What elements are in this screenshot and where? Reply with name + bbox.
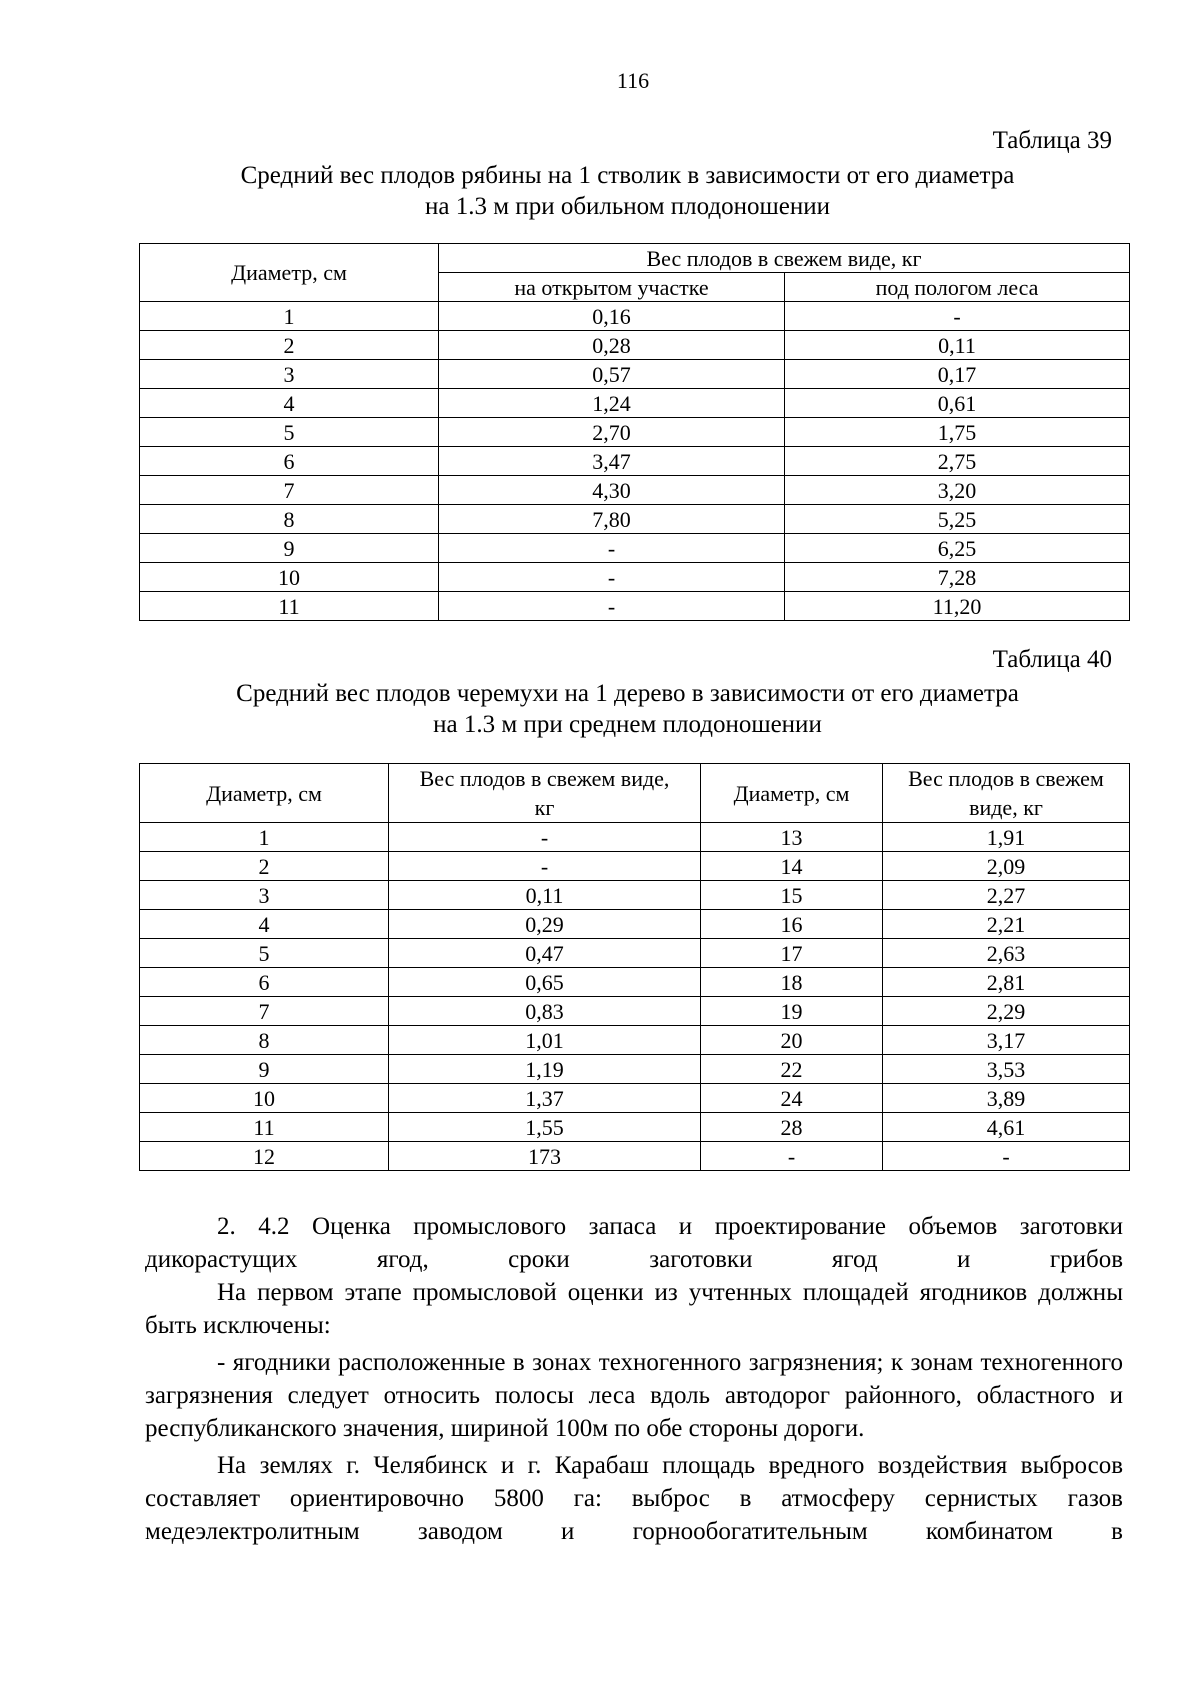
open-area-weight-cell: 0,57	[439, 360, 785, 389]
diameter-left-cell: 3	[140, 881, 389, 910]
diameter-left-cell: 1	[140, 823, 389, 852]
table-40-label: Таблица 40	[992, 646, 1112, 673]
canopy-weight-cell: 7,28	[785, 563, 1130, 592]
diameter-right-cell: -	[701, 1142, 883, 1171]
diameter-left-cell: 11	[140, 1113, 389, 1142]
open-area-weight-cell: -	[439, 592, 785, 621]
section-heading: 2. 4.2 Оценка промыслового запаса и проектирование объемов заготовки дикорастущих ягод, сроки заготовки ягод и грибов	[145, 1213, 1123, 1273]
weight-right-cell: 3,53	[883, 1055, 1130, 1084]
weight-left-cell: 0,47	[389, 939, 701, 968]
diameter-right-cell: 20	[701, 1026, 883, 1055]
weight-right-cell: 2,27	[883, 881, 1130, 910]
page-number: 116	[616, 68, 650, 93]
weight-right-cell: -	[883, 1142, 1130, 1171]
header-weight-right	[883, 764, 1130, 823]
table-row	[140, 997, 1130, 1026]
open-area-weight-cell: 0,16	[439, 302, 785, 331]
table-40-caption-line2: на 1.3 м при среднем плодоношении	[433, 711, 822, 738]
canopy-weight-cell: 2,75	[785, 447, 1130, 476]
table-40-caption-line1: Средний вес плодов черемухи на 1 дерево в зависимости от его диаметра	[236, 680, 1019, 707]
table-row	[140, 389, 1130, 418]
diameter-cell: 9	[140, 534, 439, 563]
diameter-cell: 8	[140, 505, 439, 534]
header-under-canopy: под пологом леса	[785, 273, 1130, 302]
weight-left-cell: 0,65	[389, 968, 701, 997]
header-weight-left-line2: кг	[534, 795, 555, 820]
weight-left-cell: 1,37	[389, 1084, 701, 1113]
table-row	[140, 939, 1130, 968]
table-row	[140, 1142, 1130, 1171]
diameter-right-cell: 28	[701, 1113, 883, 1142]
canopy-weight-cell: 3,20	[785, 476, 1130, 505]
diameter-left-cell: 5	[140, 939, 389, 968]
table-row	[140, 852, 1130, 881]
weight-right-cell: 3,89	[883, 1084, 1130, 1113]
table-40-caption	[140, 678, 1115, 740]
diameter-right-cell: 19	[701, 997, 883, 1026]
header-fresh-weight: Вес плодов в свежем виде, кг	[439, 244, 1130, 273]
header-open-area: на открытом участке	[439, 273, 785, 302]
diameter-left-cell: 12	[140, 1142, 389, 1171]
open-area-weight-cell: -	[439, 563, 785, 592]
weight-left-cell: -	[389, 823, 701, 852]
weight-left-cell: 1,01	[389, 1026, 701, 1055]
table-row	[140, 968, 1130, 997]
weight-left-cell: 1,55	[389, 1113, 701, 1142]
diameter-right-cell: 24	[701, 1084, 883, 1113]
diameter-cell: 5	[140, 418, 439, 447]
open-area-weight-cell: 7,80	[439, 505, 785, 534]
paragraph-2: - ягодники расположенные в зонах техногенного загрязнения; к зонам техногенного загрязнения следует относить полосы леса вдоль автодорог районного, областного и республиканского значения, шириной 100м по обе стороны дороги.	[145, 1349, 1123, 1442]
diameter-left-cell: 6	[140, 968, 389, 997]
header-weight-right-line2: виде, кг	[969, 795, 1043, 820]
diameter-cell: 4	[140, 389, 439, 418]
table-row	[140, 360, 1130, 389]
weight-left-cell: 1,19	[389, 1055, 701, 1084]
table-39-label: Таблица 39	[992, 127, 1112, 154]
table-40	[139, 763, 1130, 1171]
weight-right-cell: 4,61	[883, 1113, 1130, 1142]
header-weight-right-line1: Вес плодов в свежем	[908, 766, 1104, 791]
table-39-caption	[140, 160, 1115, 222]
diameter-cell: 6	[140, 447, 439, 476]
table-39-caption-line2: на 1.3 м при обильном плодоношении	[425, 193, 830, 220]
canopy-weight-cell: 11,20	[785, 592, 1130, 621]
weight-left-cell: 0,83	[389, 997, 701, 1026]
diameter-cell: 3	[140, 360, 439, 389]
canopy-weight-cell: 6,25	[785, 534, 1130, 563]
table-row	[140, 563, 1130, 592]
diameter-left-cell: 4	[140, 910, 389, 939]
open-area-weight-cell: 3,47	[439, 447, 785, 476]
header-diameter: Диаметр, см	[140, 244, 439, 302]
header-diameter-left: Диаметр, см	[140, 764, 389, 823]
diameter-left-cell: 2	[140, 852, 389, 881]
diameter-right-cell: 17	[701, 939, 883, 968]
diameter-cell: 11	[140, 592, 439, 621]
open-area-weight-cell: 1,24	[439, 389, 785, 418]
canopy-weight-cell: 0,61	[785, 389, 1130, 418]
weight-left-cell: 173	[389, 1142, 701, 1171]
canopy-weight-cell: -	[785, 302, 1130, 331]
paragraph-1: На первом этапе промысловой оценки из учтенных площадей ягодников должны быть исключены:	[145, 1279, 1123, 1339]
weight-left-cell: 0,11	[389, 881, 701, 910]
weight-right-cell: 2,09	[883, 852, 1130, 881]
table-row	[140, 910, 1130, 939]
weight-right-cell: 2,63	[883, 939, 1130, 968]
diameter-cell: 7	[140, 476, 439, 505]
open-area-weight-cell: 0,28	[439, 331, 785, 360]
canopy-weight-cell: 5,25	[785, 505, 1130, 534]
table-row	[140, 418, 1130, 447]
weight-right-cell: 2,29	[883, 997, 1130, 1026]
diameter-right-cell: 13	[701, 823, 883, 852]
diameter-left-cell: 8	[140, 1026, 389, 1055]
header-weight-left-line1: Вес плодов в свежем виде,	[419, 766, 670, 791]
diameter-left-cell: 7	[140, 997, 389, 1026]
table-row	[140, 447, 1130, 476]
canopy-weight-cell: 0,11	[785, 331, 1130, 360]
table-row	[140, 1113, 1130, 1142]
table-row	[140, 505, 1130, 534]
diameter-cell: 2	[140, 331, 439, 360]
weight-right-cell: 3,17	[883, 1026, 1130, 1055]
diameter-right-cell: 22	[701, 1055, 883, 1084]
table-row	[140, 302, 1130, 331]
body-text	[145, 1210, 1123, 1548]
table-39-caption-line1: Средний вес плодов рябины на 1 стволик в зависимости от его диаметра	[240, 162, 1015, 189]
open-area-weight-cell: 4,30	[439, 476, 785, 505]
diameter-right-cell: 18	[701, 968, 883, 997]
open-area-weight-cell: 2,70	[439, 418, 785, 447]
weight-right-cell: 2,21	[883, 910, 1130, 939]
weight-right-cell: 1,91	[883, 823, 1130, 852]
diameter-left-cell: 9	[140, 1055, 389, 1084]
weight-right-cell: 2,81	[883, 968, 1130, 997]
table-row	[140, 1055, 1130, 1084]
header-diameter-right: Диаметр, см	[701, 764, 883, 823]
table-39	[139, 243, 1130, 621]
table-row	[140, 476, 1130, 505]
canopy-weight-cell: 1,75	[785, 418, 1130, 447]
table-row	[140, 331, 1130, 360]
open-area-weight-cell: -	[439, 534, 785, 563]
weight-left-cell: 0,29	[389, 910, 701, 939]
diameter-left-cell: 10	[140, 1084, 389, 1113]
paragraph-3: На землях г. Челябинск и г. Карабаш площадь вредного воздействия выбросов составляет ориентировочно 5800 га: выброс в атмосферу сернистых газов медеэлектролитным заводом и горнообогатительным комбинатом в	[145, 1452, 1123, 1545]
diameter-cell: 10	[140, 563, 439, 592]
diameter-right-cell: 14	[701, 852, 883, 881]
table-row	[140, 592, 1130, 621]
table-row	[140, 534, 1130, 563]
diameter-right-cell: 15	[701, 881, 883, 910]
diameter-right-cell: 16	[701, 910, 883, 939]
header-weight-left	[389, 764, 701, 823]
table-row	[140, 1084, 1130, 1113]
weight-left-cell: -	[389, 852, 701, 881]
table-row	[140, 823, 1130, 852]
diameter-cell: 1	[140, 302, 439, 331]
table-row	[140, 881, 1130, 910]
canopy-weight-cell: 0,17	[785, 360, 1130, 389]
table-row	[140, 1026, 1130, 1055]
